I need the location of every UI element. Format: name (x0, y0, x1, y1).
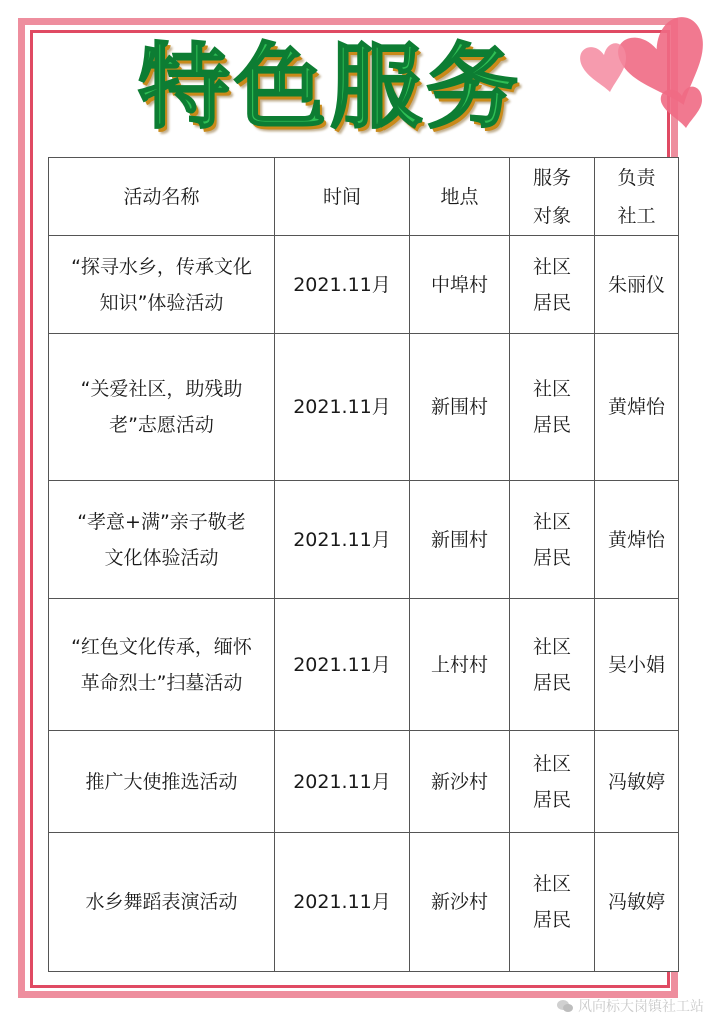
service-table (48, 157, 679, 972)
table-row (49, 481, 679, 599)
table-row (49, 599, 679, 731)
activity-time: 2021.11月 (275, 731, 410, 833)
header-place: 地点 (410, 158, 510, 236)
activity-name: “孝意+满”亲子敬老 文化体验活动 (49, 481, 275, 599)
table-row (49, 731, 679, 833)
activity-time: 2021.11月 (275, 599, 410, 731)
watermark-text: 风向标大岗镇社工站 (578, 999, 704, 1015)
header-time: 时间 (275, 158, 410, 236)
activity-time: 2021.11月 (275, 236, 410, 334)
header-staff: 负责 社工 (595, 158, 679, 236)
activity-staff: 黄焯怡 (595, 481, 679, 599)
table-row (49, 236, 679, 334)
activity-name: 水乡舞蹈表演活动 (49, 833, 275, 972)
activity-target: 社区 居民 (510, 481, 595, 599)
activity-time: 2021.11月 (275, 833, 410, 972)
activity-target: 社区 居民 (510, 833, 595, 972)
activity-place: 上村村 (410, 599, 510, 731)
wechat-icon (556, 999, 574, 1013)
activity-target: 社区 居民 (510, 334, 595, 481)
activity-name: “关爱社区，助残助 老”志愿活动 (49, 334, 275, 481)
table-row (49, 334, 679, 481)
activity-place: 新围村 (410, 481, 510, 599)
activity-place: 新沙村 (410, 731, 510, 833)
header-target: 服务 对象 (510, 158, 595, 236)
activity-name: 推广大使推选活动 (49, 731, 275, 833)
page-title: 特色服务 (137, 34, 522, 141)
activity-place: 新围村 (410, 334, 510, 481)
activity-target: 社区 居民 (510, 599, 595, 731)
table-row (49, 833, 679, 972)
activity-name: “探寻水乡，传承文化 知识”体验活动 (49, 236, 275, 334)
activity-staff: 吴小娟 (595, 599, 679, 731)
activity-time: 2021.11月 (275, 481, 410, 599)
watermark (556, 996, 704, 1016)
hearts-icon (564, 0, 724, 150)
activity-target: 社区 居民 (510, 731, 595, 833)
activity-name: “红色文化传承，缅怀 革命烈士”扫墓活动 (49, 599, 275, 731)
activity-staff: 冯敏婷 (595, 731, 679, 833)
activity-time: 2021.11月 (275, 334, 410, 481)
activity-target: 社区 居民 (510, 236, 595, 334)
activity-staff: 黄焯怡 (595, 334, 679, 481)
activity-place: 新沙村 (410, 833, 510, 972)
activity-place: 中埠村 (410, 236, 510, 334)
activity-staff: 朱丽仪 (595, 236, 679, 334)
header-name: 活动名称 (49, 158, 275, 236)
table-header-row (49, 158, 679, 236)
activity-staff: 冯敏婷 (595, 833, 679, 972)
